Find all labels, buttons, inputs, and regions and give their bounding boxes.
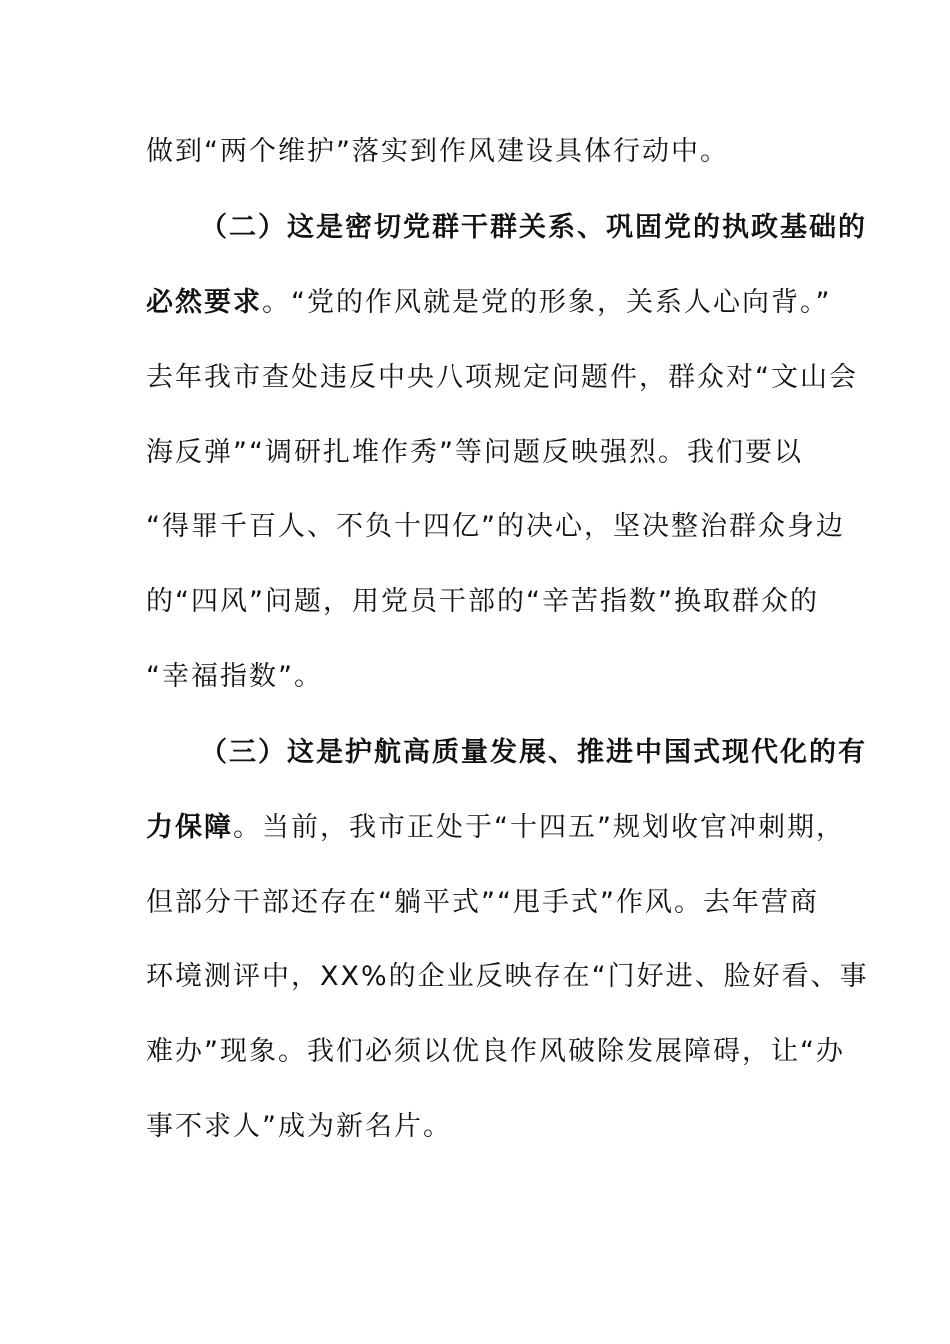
section-heading-3-line-1 <box>200 733 867 773</box>
body-text: 难办”现象。我们必须以优良作风破除发展障碍，让“办 <box>146 1036 845 1067</box>
body-text: 海反弹”“调研扎堆作秀”等问题反映强烈。我们要以 <box>146 437 803 468</box>
body-text: 的“四风”问题，用党员干部的“辛苦指数”换取群众的 <box>146 586 819 617</box>
paragraph-line <box>146 883 819 923</box>
paragraph-line <box>146 657 806 697</box>
heading-text: 力保障 <box>146 812 233 843</box>
paragraph-line <box>146 507 845 547</box>
section-heading-2-line-1 <box>200 208 867 248</box>
body-text: 做到“两个维护”落实到作风建设具体行动中。 <box>146 136 729 167</box>
body-text: “得罪千百人、不负十四亿”的决心，坚决整治群众身边 <box>146 511 845 542</box>
paragraph-line <box>146 132 806 172</box>
heading-text: （三）这是护航高质量发展、推进中国式现代化的有 <box>200 737 867 768</box>
paragraph-line <box>146 358 858 398</box>
paragraph-line <box>146 1107 806 1147</box>
paragraph-line <box>146 433 806 473</box>
body-text: 。“党的作风就是党的形象，关系人心向背。” <box>262 287 832 318</box>
paragraph-line <box>146 957 869 997</box>
heading-text: 必然要求 <box>146 287 262 318</box>
body-text: 事不求人”成为新名片。 <box>146 1111 452 1142</box>
paragraph-line <box>146 1032 845 1072</box>
body-text: 。当前，我市正处于“十四五”规划收官冲刺期， <box>233 812 845 843</box>
body-text: 环境测评中，XX%的企业反映存在“门好进、脸好看、事 <box>146 961 869 992</box>
heading-text: （二）这是密切党群干群关系、巩固党的执政基础的 <box>200 212 867 243</box>
section-heading-2-line-2 <box>146 283 832 323</box>
section-heading-3-line-2 <box>146 808 845 848</box>
body-text: “幸福指数”。 <box>146 661 323 692</box>
paragraph-line <box>146 582 819 622</box>
body-text: 去年我市查处违反中央八项规定问题件，群众对“文山会 <box>146 362 858 393</box>
body-text: 但部分干部还存在“躺平式”“甩手式”作风。去年营商 <box>146 887 819 918</box>
